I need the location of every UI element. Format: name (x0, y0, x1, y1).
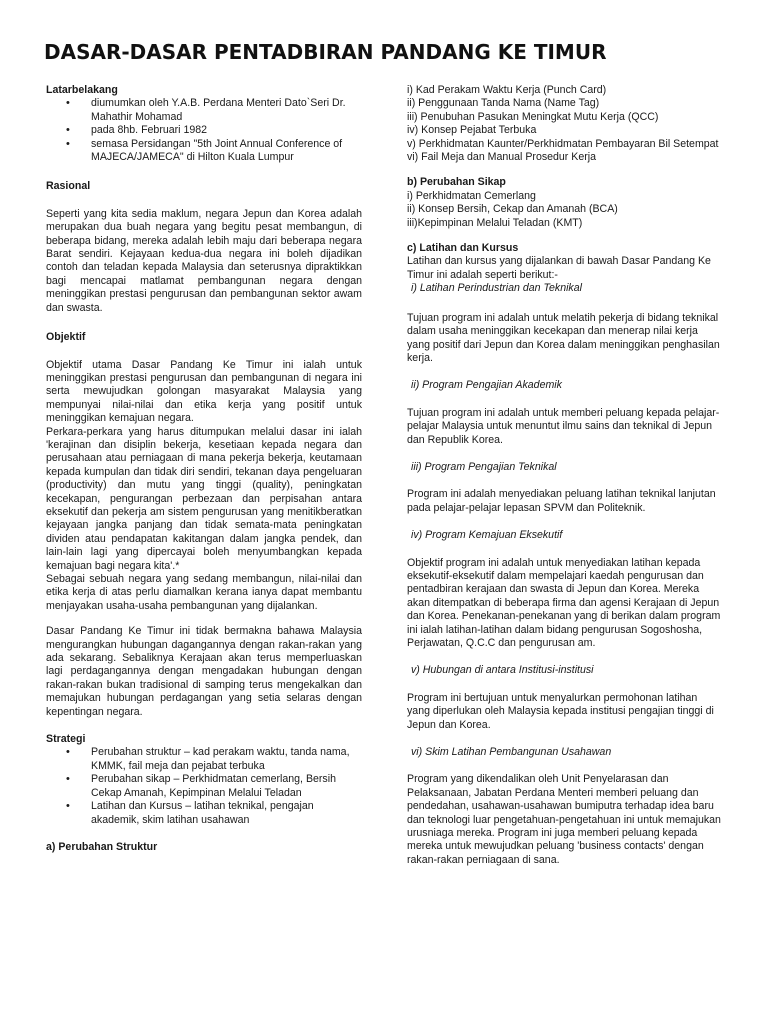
list-item: • Perubahan sikap – Perkhidmatan cemerlang, Bersih Cekap Amanah, Kepimpinan Melalui Teladan (46, 773, 362, 800)
sikap-line: i) Perkhidmatan Cemerlang (407, 189, 536, 202)
list-item: • semasa Persidangan "5th Joint Annual Conference of MAJECA/JAMECA" di Hilton Kuala Lumpur (46, 138, 362, 165)
sub-paragraph-6: Program yang dikendalikan oleh Unit Penyelarasan dan Pelaksanaan, Jabatan Perdana Menteri memberi peluang dan pendedahan, usahawan-usahawan bumiputra terhadap idea baru dan teknologi luar pengetahuan-pengetahuan ini untuk memajukan urusniaga mereka. Program ini juga memberi peluang kepada mereka untuk mewujudkan peluang 'business contacts' dengan rakan-rakan perniagaan di sana. (407, 773, 721, 866)
latihan-intro: Latihan dan kursus yang dijalankan di bawah Dasar Pandang Ke Timur ini adalah seperti berikut:- (407, 255, 711, 281)
struktur-line: iii) Penubuhan Pasukan Meningkat Mutu Kerja (QCC) (407, 110, 659, 123)
sub-paragraph-2: Tujuan program ini adalah untuk memberi peluang kepada pelajar-pelajar Malaysia untuk menuntut ilmu sains dan teknikal di Jepun dan Republik Korea. (407, 406, 720, 446)
struktur-line: i) Kad Perakam Waktu Kerja (Punch Card) (407, 84, 607, 96)
sub-paragraph-1: Tujuan program ini adalah untuk melatih pekerja di bidang teknikal dalam usaha meninggikan kecekapan dan menerap nilai kerja yang positif dari Jepun dan Korea dalam meninggikan penghasilan kerja. (407, 311, 720, 364)
sub-heading-4: iv) Program Kemajuan Eksekutif (411, 529, 563, 542)
list-item: • Perubahan struktur – kad perakam waktu, tanda nama, KMMK, fail meja dan pejabat terbuka (46, 746, 362, 773)
list-item: • pada 8hb. Februari 1982 (46, 124, 362, 137)
struktur-line: iv) Konsep Pejabat Terbuka (407, 124, 537, 137)
struktur-line: v) Perkhidmatan Kaunter/Perkhidmatan Pembayaran Bil Setempat (407, 137, 719, 150)
sikap-line: iii)Kepimpinan Melalui Teladan (KMT) (407, 216, 583, 229)
latarbelakang-heading: Latarbelakang (46, 84, 118, 96)
sub-heading-6: vi) Skim Latihan Pembangunan Usahawan (411, 746, 612, 759)
sub-paragraph-4: Objektif program ini adalah untuk menyediakan latihan kepada eksekutif-eksekutif dalam mempelajari kaedah pengurusan dan pentadbiran kerajaan dan swasta di Jepun dan Korea. Mereka akan ditempatkan di beberapa firma dan agensi Kerajaan di Jepun dan Korea. Penekanan-penekanan yang di berikan dalam program ini ialah latihan-latihan dalam bidang pengurusan Sogoshosha, Perjawatan, Q.C.C dan pengurusan am. (407, 556, 721, 649)
list-item: • Latihan dan Kursus – latihan teknikal, pengajan akademik, skim latihan usahawan (46, 800, 362, 827)
sikap-line: ii) Konsep Bersih, Cekap dan Amanah (BCA) (407, 203, 618, 216)
latarbelakang-list (46, 97, 362, 164)
struktur-line: vi) Fail Meja dan Manual Prosedur Kerja (407, 151, 597, 164)
objektif-paragraph-4: Dasar Pandang Ke Timur ini tidak bermakna bahawa Malaysia mengurangkan hubungan dagangannya dengan rakan-rakan yang ada sekarang. Sebaliknya Kerajaan akan terus memperluaskan lagi perdagangannya dengan mengadakan hubungan dengan rakan-rakan bukan tradisional di samping terus mengekalkan dan memajukan hubungan perdagangan yang setia selaras dengan kepentingan negara. (46, 625, 362, 718)
latihan-kursus-heading: c) Latihan dan Kursus (407, 242, 519, 255)
sub-heading-1: i) Latihan Perindustrian dan Teknikal (411, 282, 582, 295)
perubahan-sikap-heading: b) Perubahan Sikap (407, 176, 506, 189)
left-column (46, 84, 362, 854)
rasional-heading: Rasional (46, 180, 91, 193)
struktur-line: ii) Penggunaan Tanda Nama (Name Tag) (407, 97, 600, 110)
sub-heading-5: v) Hubungan di antara Institusi-institusi (411, 664, 594, 677)
objektif-paragraph-2: Perkara-perkara yang harus ditumpukan melalui dasar ini ialah 'kerajinan dan disiplin bekerja, kesetiaan kepada negara dan perusahaan atau perniagaan di mana pekerja bekerja, keutamaan kepada kumpulan dan tidak diri sendiri, tekanan daya pengeluaran (productivity) dan mutu yang tinggi (quality), peningkatan kecekapan, pengurangan perbezaan dan perpisahan antara eksekutif dan pekerja am sistem pengurusan yang menitikberatkan kejayaan jangka panjang dan tidak semata-mata peningkatan dividen atau pendapatan kakitangan dalam jangka pendek, dan lain-lain lagi yang dipercayai boleh menyumbangkan kepada kemajuan bagi negara kita'.* (46, 425, 362, 572)
sub-heading-3: iii) Program Pengajian Teknikal (411, 460, 557, 473)
sub-heading-2: ii) Program Pengajian Akademik (411, 379, 562, 392)
sub-paragraph-3: Program ini adalah menyediakan peluang latihan teknikal lanjutan pada pelajar-pelajar lepasan SPVM dan Politeknik. (407, 488, 716, 514)
strategi-heading: Strategi (46, 733, 86, 746)
right-column (407, 84, 721, 867)
objektif-heading: Objektif (46, 331, 86, 344)
perubahan-struktur-heading: a) Perubahan Struktur (46, 840, 158, 853)
page-title: DASAR-DASAR PENTADBIRAN PANDANG KE TIMUR (44, 40, 607, 64)
strategi-list (46, 746, 362, 826)
sub-paragraph-5: Program ini bertujuan untuk menyalurkan permohonan latihan yang diperlukan oleh Malaysia kepada institusi pengajian tinggi di Jepun dan Korea. (407, 691, 714, 731)
objektif-paragraph-1: Objektif utama Dasar Pandang Ke Timur ini ialah untuk meninggikan prestasi pengurusan dan pembangunan di negara ini serta mewujudkan golongan masyarakat Malaysia yang mempunyai nilai-nilai dan etika kerja yang positif untuk meninggikan kemajuan negara. (46, 358, 362, 425)
list-item: • diumumkan oleh Y.A.B. Perdana Menteri Dato`Seri Dr. Mahathir Mohamad (46, 97, 362, 124)
rasional-paragraph: Seperti yang kita sedia maklum, negara Jepun dan Korea adalah merupakan dua buah negara yang begitu pesat membangun, di beberapa bidang, mereka adalah lebih maju dari beberapa negara Barat sendiri. Kejayaan kedua-dua negara ini boleh dijadikan contoh dan teladan kepada Malaysia dan seterusnya dipraktikkan bagi mencapai matlamat pembangunan negara dengan meninggikan prestasi pengurusan dan pembangunan sektor awam dan swasta. (46, 207, 362, 314)
objektif-paragraph-3: Sebagai sebuah negara yang sedang membangun, nilai-nilai dan etika kerja di atas perlu diamalkan kerana ianya dapat membantu menjayakan usaha-usaha pembangunan yang dijalankan. (46, 573, 362, 612)
